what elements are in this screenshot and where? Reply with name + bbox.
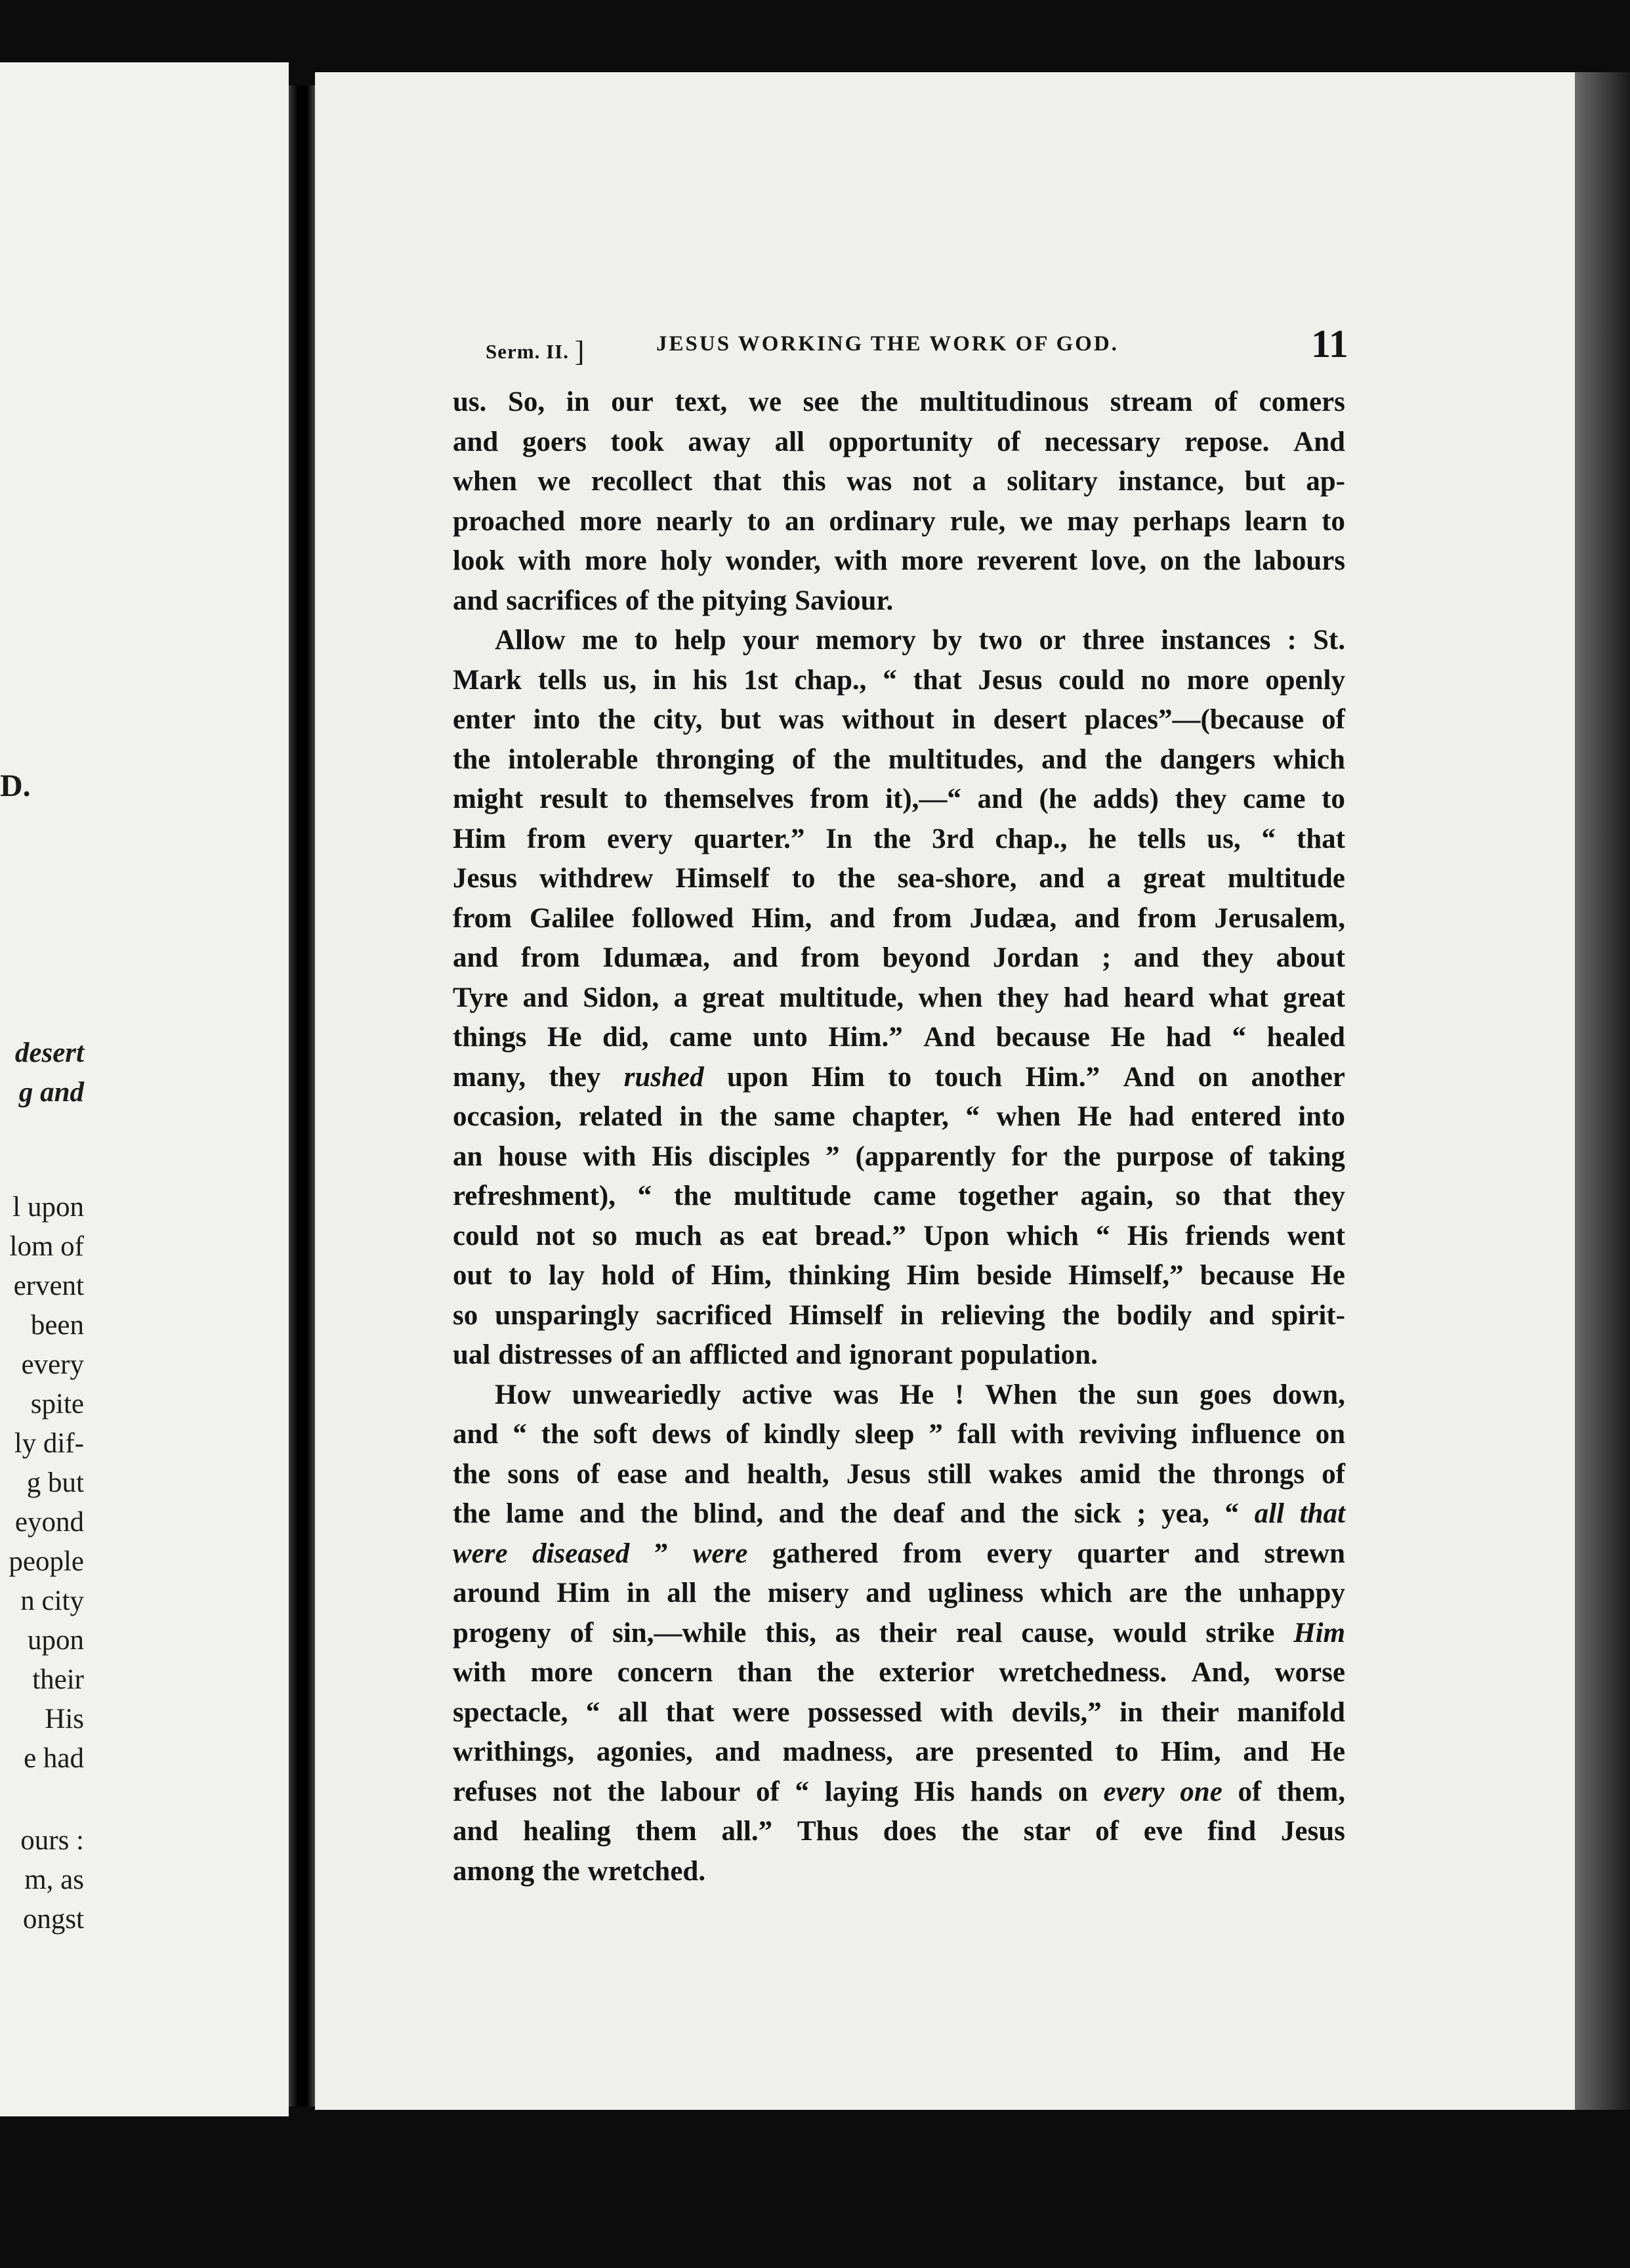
left-page-line-fragment: people [9,1546,84,1577]
text-line: from Galilee followed Him, and from Judæa, and from Jerusalem, [453,902,1345,934]
text-line: and from Idumæa, and from beyond Jordan ; and they about [453,942,1345,973]
text-line: might result to themselves from it),—“ and (he adds) they came to [453,784,1345,814]
text-line: writhings, agonies, and madness, are presented to Him, and He [453,1736,1345,1767]
text-line: refreshment), “ the multitude came together again, so that they [453,1181,1345,1211]
text-line: the intolerable thronging of the multitudes, and the dangers which [453,744,1345,775]
page-edge-shadow [1575,72,1630,2110]
book-gutter [289,85,315,2107]
left-page-line-fragment: ervent [13,1270,84,1301]
text-line: proached more nearly to an ordinary rule, we may perhaps learn to [453,505,1345,537]
text-line: ual distresses of an afflicted and ignorant population. [453,1339,1098,1370]
text-line: and sacrifices of the pitying Saviour. [453,585,894,616]
text-line: Allow me to help your memory by two or three instances : St. [495,625,1345,656]
left-page-line-fragment: been [30,1310,84,1341]
text-line: among the wretched. [453,1855,706,1887]
left-page-line-fragment: His [45,1704,84,1734]
text-line: and healing them all.” Thus does the star of eve find Jesus [453,1816,1345,1847]
running-head [486,322,1348,368]
text-line: look with more holy wonder, with more reverent love, on the labours [453,545,1345,576]
left-page-line-fragment: upon [28,1625,84,1656]
text-line: things He did, came unto Him.” And because He had “ healed [453,1022,1345,1053]
left-page-line-fragment: m, as [24,1864,84,1895]
left-page-line-fragment: spite [30,1389,84,1419]
text-line: us. So, in our text, we see the multitudinous stream of comers [453,387,1345,417]
left-page-line-fragment: n city [20,1586,84,1616]
text-line: many, they rushed upon Him to touch Him.” And on another [453,1061,1345,1093]
text-line: and goers took away all opportunity of necessary repose. And [453,426,1345,457]
left-page-line-fragment: every [21,1349,84,1380]
left-page-italic-fragment: g and [18,1077,84,1108]
text-line: How unweariedly active was He ! When the sun goes down, [495,1379,1345,1410]
page-number: 11 [1311,322,1348,366]
text-line: around Him in all the misery and ugliness which are the unhappy [453,1578,1345,1608]
text-line: so unsparingly sacrificed Himself in relieving the bodily and spirit- [453,1299,1345,1331]
text-line: refuses not the labour of “ laying His hands on every one of them, [453,1776,1345,1807]
text-line: and “ the soft dews of kindly sleep ” fall with reviving influence on [453,1419,1345,1450]
left-page-line-fragment: l upon [12,1192,84,1223]
left-facing-page [0,62,289,2116]
text-line: with more concern than the exterior wretchedness. And, worse [453,1657,1345,1688]
left-page-heading-fragment: D. [0,768,31,803]
text-line: progeny of sin,—while this, as their real cause, would strike Him [453,1617,1345,1648]
left-page-italic-fragment: desert [14,1038,84,1068]
text-line: Tyre and Sidon, a great multitude, when they had heard what great [453,982,1345,1013]
running-head-section: Serm. II. ] [486,335,585,368]
text-line: an house with His disciples ” (apparently for the purpose of taking [453,1141,1345,1172]
left-page-line-fragment: lom of [9,1231,84,1262]
text-line: could not so much as eat bread.” Upon which “ His friends went [453,1220,1345,1251]
text-line: Mark tells us, in his 1st chap., “ that Jesus could no more openly [453,664,1345,696]
left-page-line-fragment: their [32,1664,84,1695]
text-line: occasion, related in the same chapter, “ when He had entered into [453,1101,1345,1132]
left-page-line-fragment: eyond [14,1507,84,1538]
left-page-line-fragment: ly dif- [14,1428,84,1459]
text-line: the sons of ease and health, Jesus still wakes amid the throngs of [453,1458,1345,1490]
running-head-title: JESUS WORKING THE WORK OF GOD. [656,332,1119,356]
left-page-line-fragment: ongst [22,1904,84,1935]
text-line: Him from every quarter.” In the 3rd chap., he tells us, “ that [453,823,1345,854]
left-page-line-fragment: e had [24,1743,84,1774]
body-text [453,383,1345,1891]
text-line: out to lay hold of Him, thinking Him beside Himself,” because He [453,1260,1345,1291]
text-line: enter into the city, but was without in desert places”—(because of [453,704,1345,735]
text-line: were diseased ” were gathered from every quarter and strewn [453,1538,1345,1569]
left-page-line-fragment: ours : [20,1825,84,1856]
text-line: the lame and the blind, and the deaf and the sick ; yea, “ all that [453,1498,1345,1529]
text-line: when we recollect that this was not a solitary instance, but ap- [453,466,1345,497]
left-page-line-fragment: g but [26,1467,84,1498]
text-line: spectacle, “ all that were possessed with devils,” in their manifold [453,1696,1345,1728]
text-line: Jesus withdrew Himself to the sea-shore, and a great multitude [453,863,1345,894]
